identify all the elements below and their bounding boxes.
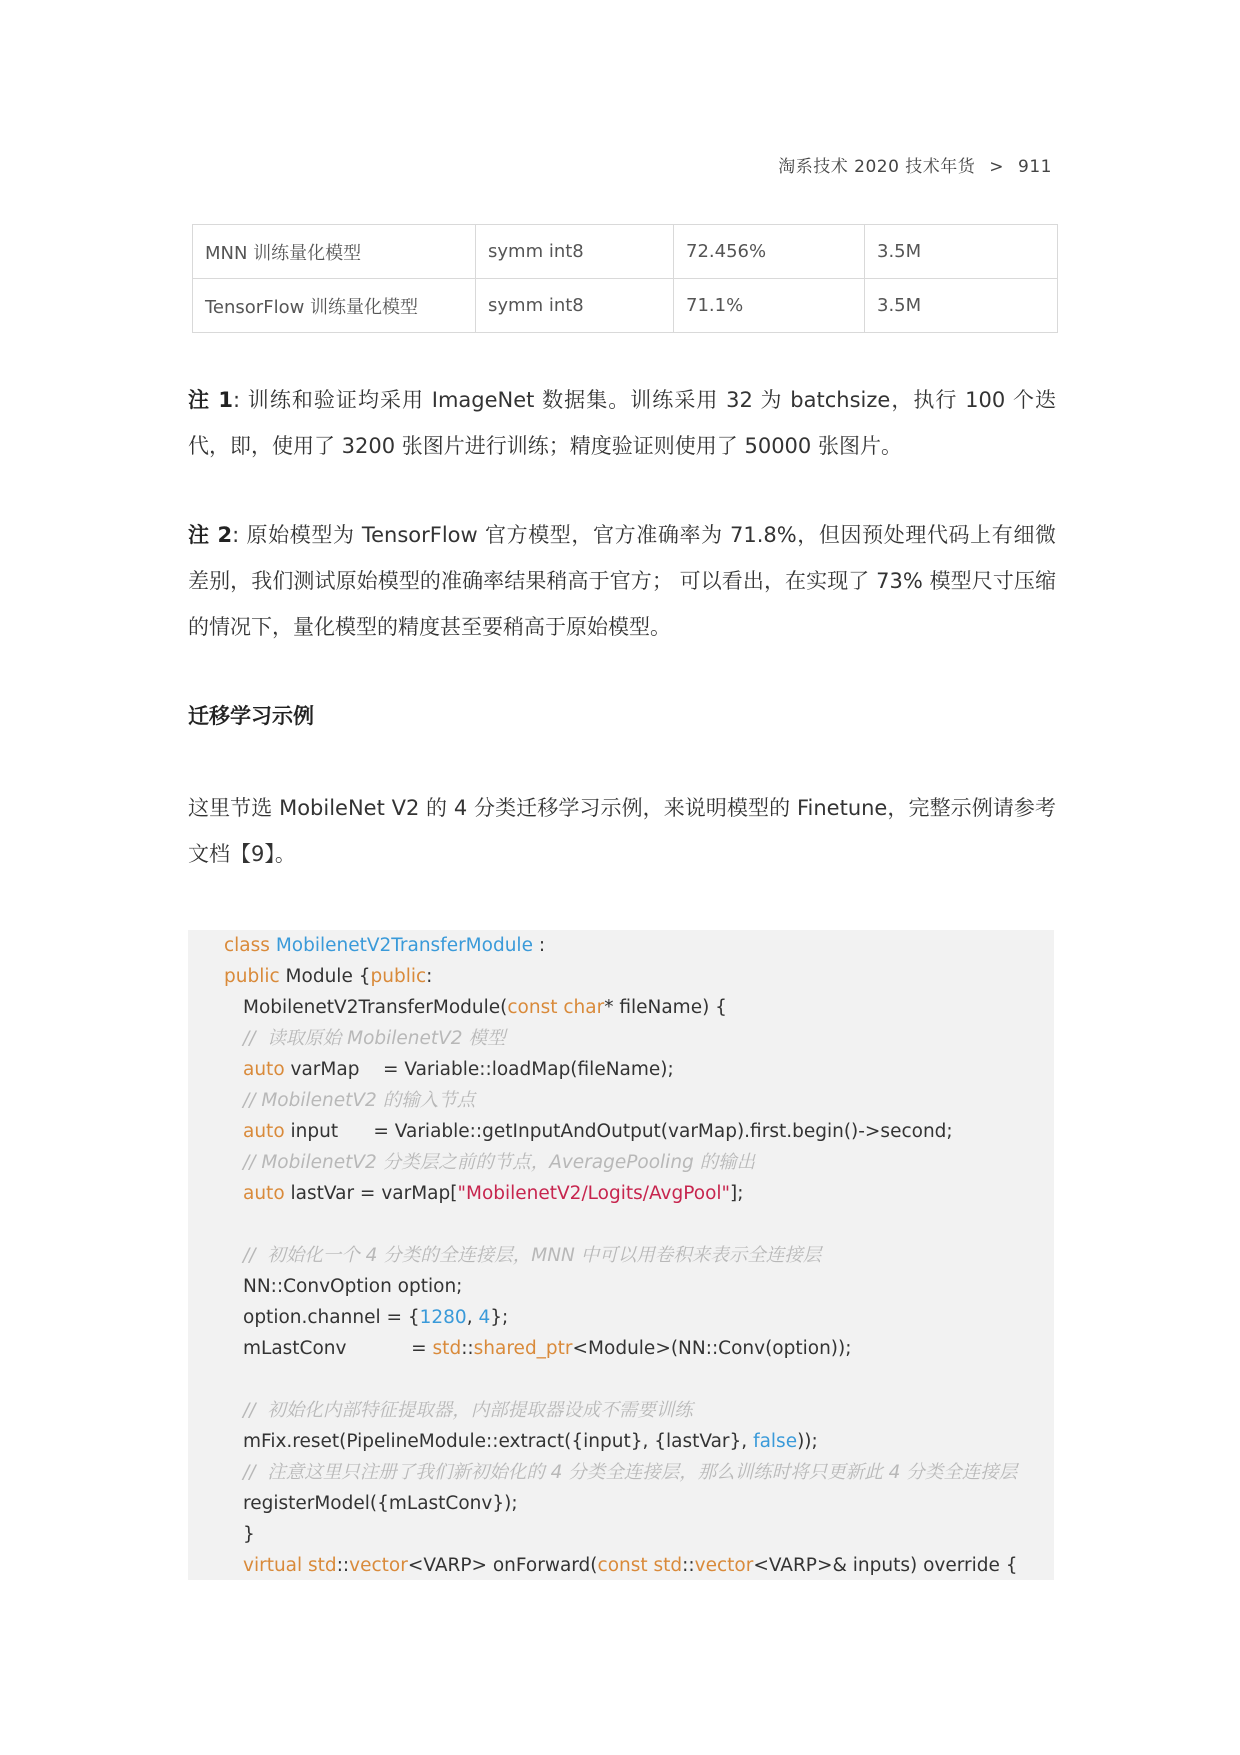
table-cell: TensorFlow 训练量化模型 bbox=[193, 279, 476, 333]
code-comment: // 初始化内部特征提取器，内部提取器设成不需要训练 bbox=[243, 1400, 693, 1421]
table-cell: 3.5M bbox=[865, 279, 1058, 333]
intro-paragraph: 这里节选 MobileNet V2 的 4 分类迁移学习示例，来说明模型的 Finetune，完整示例请参考文档【9】。 bbox=[188, 796, 1056, 866]
page-number: 911 bbox=[1018, 157, 1052, 177]
code-line: } bbox=[243, 1524, 255, 1545]
code-line: public Module {public: bbox=[224, 966, 433, 987]
note-1-text: : 训练和验证均采用 ImageNet 数据集。训练采用 32 为 batchsize，执行 100 个迭代，即，使用了 3200 张图片进行训练；精度验证则使用了 50000 张图片。 bbox=[188, 388, 1056, 458]
note-2-text: : 原始模型为 TensorFlow 官方模型，官方准确率为 71.8%，但因预处理代码上有细微差别，我们测试原始模型的准确率结果稍高于官方； 可以看出，在实现了 73% 模型尺寸压缩的情况下，量化模型的精度甚至要稍高于原始模型。 bbox=[188, 523, 1056, 639]
table-cell: symm int8 bbox=[476, 279, 674, 333]
table-cell: 3.5M bbox=[865, 225, 1058, 279]
code-comment: // MobilenetV2 的输入节点 bbox=[243, 1090, 476, 1111]
table-cell: MNN 训练量化模型 bbox=[193, 225, 476, 279]
header-title: 淘系技术 2020 技术年货 bbox=[778, 157, 976, 177]
code-comment: // 注意这里只注册了我们新初始化的 4 分类全连接层，那么训练时将只更新此 4 分类全连接层 bbox=[243, 1462, 1018, 1483]
code-line: virtual std::vector<VARP> onForward(const std::vector<VARP>& inputs) override { bbox=[243, 1555, 1018, 1576]
page-header bbox=[778, 152, 1052, 177]
code-comment: // MobilenetV2 分类层之前的节点，AveragePooling 的输出 bbox=[243, 1152, 756, 1173]
code-block bbox=[188, 930, 1054, 1580]
code-line: auto input = Variable::getInputAndOutput(varMap).first.begin()->second; bbox=[243, 1121, 953, 1142]
note-1 bbox=[188, 377, 1056, 469]
code-line: MobilenetV2TransferModule(const char* fileName) { bbox=[243, 997, 727, 1018]
table-row bbox=[193, 279, 1058, 333]
code-line: registerModel({mLastConv}); bbox=[243, 1493, 518, 1514]
code-line: option.channel = {1280, 4}; bbox=[243, 1307, 509, 1328]
header-separator: > bbox=[989, 157, 1005, 177]
note-1-label: 注 1 bbox=[188, 388, 233, 412]
code-line: auto varMap = Variable::loadMap(fileName); bbox=[243, 1059, 674, 1080]
code-line: mLastConv = std::shared_ptr<Module>(NN::Conv(option)); bbox=[243, 1338, 852, 1359]
note-2 bbox=[188, 512, 1056, 650]
code-line: auto lastVar = varMap["MobilenetV2/Logits/AvgPool"]; bbox=[243, 1183, 744, 1204]
code-line: class MobilenetV2TransferModule : bbox=[224, 935, 546, 956]
quantization-results-table bbox=[192, 224, 1058, 333]
section-title: 迁移学习示例 bbox=[188, 704, 314, 728]
table-cell: 71.1% bbox=[674, 279, 865, 333]
table-cell: 72.456% bbox=[674, 225, 865, 279]
table-row bbox=[193, 225, 1058, 279]
code-line: mFix.reset(PipelineModule::extract({input}, {lastVar}, false)); bbox=[243, 1431, 818, 1452]
code-line: NN::ConvOption option; bbox=[243, 1276, 463, 1297]
code-comment: // 读取原始 MobilenetV2 模型 bbox=[243, 1028, 506, 1049]
code-comment: // 初始化一个 4 分类的全连接层，MNN 中可以用卷积来表示全连接层 bbox=[243, 1245, 822, 1266]
note-2-label: 注 2 bbox=[188, 523, 233, 547]
table-cell: symm int8 bbox=[476, 225, 674, 279]
